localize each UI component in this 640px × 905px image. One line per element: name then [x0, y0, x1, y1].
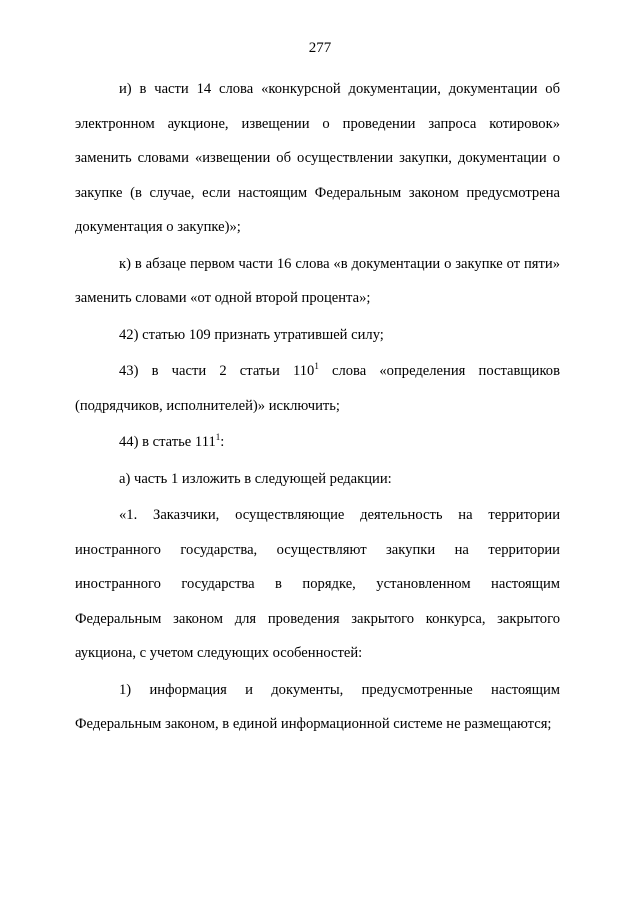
item-44-text-start: 44) в статье 111 — [119, 434, 216, 450]
item-44-superscript: 1 — [215, 432, 221, 443]
paragraph-amendment-i: и) в части 14 слова «конкурсной документации, документации об электронном аукционе, извещении о проведении запроса котировок» заменить словами «извещении об осуществлении закупки, документации о закупке (в случае, если настоящим Федеральным законом предусмотрена документация о закупке)»; — [75, 81, 560, 235]
document-body — [75, 72, 560, 742]
item-43-superscript: 1 — [314, 361, 319, 372]
paragraph-amendment-k: к) в абзаце первом части 16 слова «в документации о закупке от пяти» заменить словами «от одной второй процента»; — [75, 255, 560, 306]
page-number: 277 — [308, 40, 332, 56]
paragraph-item-44 — [75, 425, 560, 460]
paragraph-item-43 — [75, 354, 560, 423]
paragraph-subitem-1: 1) информация и документы, предусмотренные настоящим Федеральным законом, в единой информационной системе не размещаются; — [75, 681, 560, 732]
item-44-text-end: : — [220, 434, 225, 450]
paragraph-item-42: 42) статью 109 признать утратившей силу; — [119, 326, 384, 343]
item-43-text-end: слова «определения поставщиков (подрядчиков, исполнителей)» исключить; — [75, 363, 560, 414]
item-43-text-start: 43) в части 2 статьи 110 — [119, 363, 315, 379]
paragraph-new-part-1: «1. Заказчики, осуществляющие деятельность на территории иностранного государства, осуществляют закупки на территории иностранного государства в порядке, установленном настоящим Федеральным законом для проведения закрытого конкурса, закрытого аукциона, с учетом следующих особенностей: — [75, 507, 560, 661]
paragraph-subitem-a: а) часть 1 изложить в следующей редакции: — [119, 470, 392, 487]
